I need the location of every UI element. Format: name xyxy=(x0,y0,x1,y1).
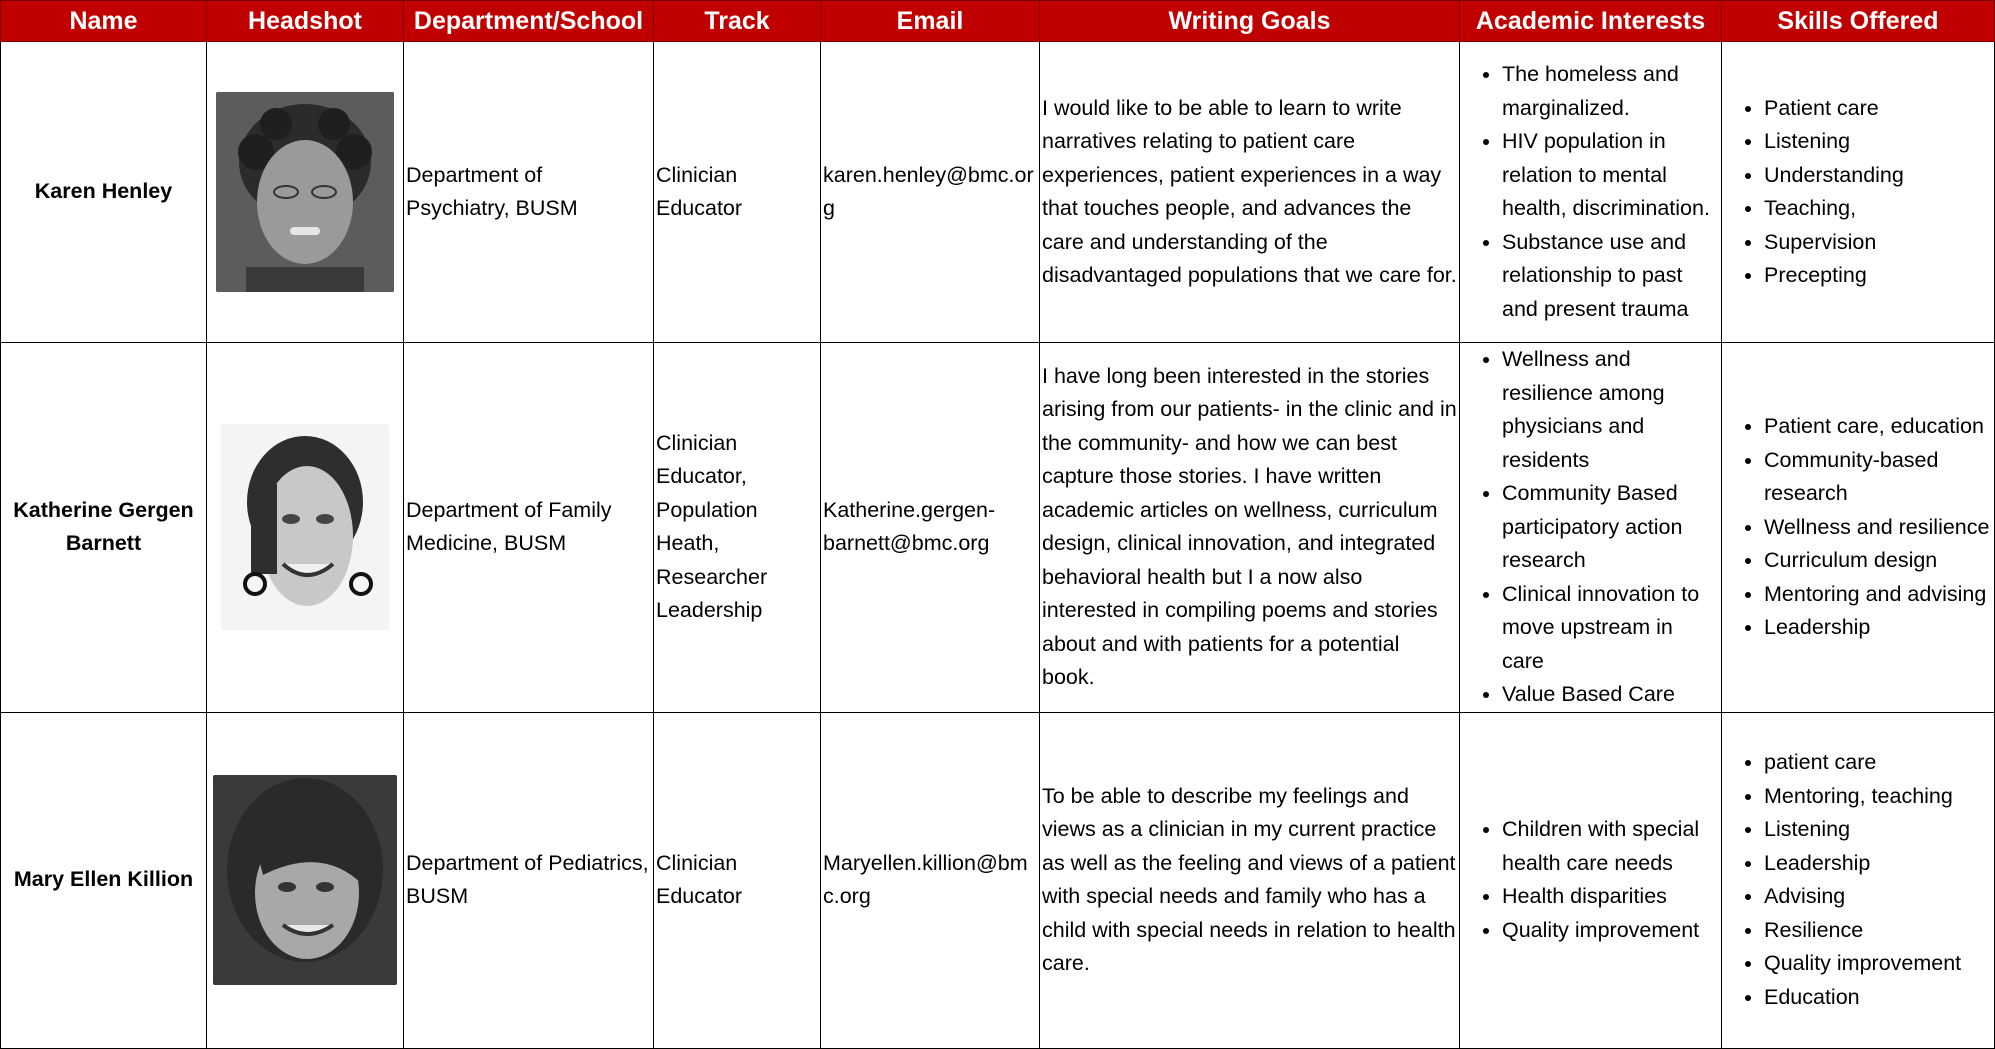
headshot-cell xyxy=(207,42,404,343)
list-item: • patient care xyxy=(1764,746,1992,780)
mentor-name: Karen Henley xyxy=(1,42,207,343)
list-item: • Precepting xyxy=(1764,259,1992,293)
list-item: • Curriculum design xyxy=(1764,544,1992,578)
track-cell: Clinician Educator, Population Heath, Researcher Leadership xyxy=(654,343,821,713)
skills-offered-cell xyxy=(1722,343,1995,713)
list-item: • Listening xyxy=(1764,125,1992,159)
track-cell: Clinician Educator xyxy=(654,712,821,1048)
list-item: • Patient care, education xyxy=(1764,410,1992,444)
list-item: • Quality improvement xyxy=(1764,947,1992,981)
department-cell: Department of Family Medicine, BUSM xyxy=(404,343,654,713)
writing-goals-cell: To be able to describe my feelings and views as a clinician in my current practice as well as the feeling and views of a patient with special needs and family who has a child with special needs in relation to health care. xyxy=(1040,712,1460,1048)
mentor-name: Katherine Gergen Barnett xyxy=(1,343,207,713)
academic-interests-cell xyxy=(1460,343,1722,713)
list-item: • Resilience xyxy=(1764,914,1992,948)
list-item: • Quality improvement xyxy=(1502,914,1719,948)
skills-offered-list xyxy=(1724,410,1992,645)
list-item: • Leadership xyxy=(1764,847,1992,881)
headshot-photo xyxy=(221,424,389,630)
column-header-name: Name xyxy=(1,1,207,42)
list-item: • Mentoring, teaching xyxy=(1764,780,1992,814)
headshot-cell xyxy=(207,343,404,713)
list-item: • Value Based Care xyxy=(1502,678,1719,712)
list-item: • Understanding xyxy=(1764,159,1992,193)
academic-interests-list xyxy=(1462,343,1719,712)
list-item: • Wellness and resilience xyxy=(1764,511,1992,545)
department-cell: Department of Psychiatry, BUSM xyxy=(404,42,654,343)
academic-interests-cell xyxy=(1460,42,1722,343)
mentor-name: Mary Ellen Killion xyxy=(1,712,207,1048)
track-cell: Clinician Educator xyxy=(654,42,821,343)
list-item: • Mentoring and advising xyxy=(1764,578,1992,612)
list-item: • Community-based research xyxy=(1764,444,1992,511)
skills-offered-cell xyxy=(1722,42,1995,343)
list-item: • The homeless and marginalized. xyxy=(1502,58,1719,125)
list-item: • Children with special health care needs xyxy=(1502,813,1719,880)
academic-interests-list xyxy=(1462,813,1719,947)
list-item: • Patient care xyxy=(1764,92,1992,126)
email-cell[interactable]: Katherine.gergen-barnett@bmc.org xyxy=(821,343,1040,713)
skills-offered-list xyxy=(1724,746,1992,1014)
list-item: • HIV population in relation to mental health, discrimination. xyxy=(1502,125,1719,226)
skills-offered-cell xyxy=(1722,712,1995,1048)
writing-goals-cell: I have long been interested in the stories arising from our patients- in the clinic and in the community- and how we can best capture those stories. I have written academic articles on wellness, curriculum design, clinical innovation, and integrated behavioral health but I a now also interested in compiling poems and stories about and with patients for a potential book. xyxy=(1040,343,1460,713)
list-item: • Wellness and resilience among physicians and residents xyxy=(1502,343,1719,477)
column-header-department: Department/School xyxy=(404,1,654,42)
column-header-track: Track xyxy=(654,1,821,42)
writing-goals-cell: I would like to be able to learn to write narratives relating to patient care experiences, patient experiences in a way that touches people, and advances the care and understanding of the disadvantaged populations that we care for. xyxy=(1040,42,1460,343)
column-header-academic-interests: Academic Interests xyxy=(1460,1,1722,42)
table-row xyxy=(1,712,1995,1048)
list-item: • Advising xyxy=(1764,880,1992,914)
headshot-cell xyxy=(207,712,404,1048)
academic-interests-list xyxy=(1462,58,1719,326)
list-item: • Supervision xyxy=(1764,226,1992,260)
header-row xyxy=(1,1,1995,42)
list-item: • Teaching, xyxy=(1764,192,1992,226)
column-header-headshot: Headshot xyxy=(207,1,404,42)
column-header-writing-goals: Writing Goals xyxy=(1040,1,1460,42)
academic-interests-cell xyxy=(1460,712,1722,1048)
skills-offered-list xyxy=(1724,92,1992,293)
table-row xyxy=(1,343,1995,713)
table-row xyxy=(1,42,1995,343)
email-cell[interactable]: Maryellen.killion@bmc.org xyxy=(821,712,1040,1048)
list-item: • Community Based participatory action research xyxy=(1502,477,1719,578)
column-header-skills-offered: Skills Offered xyxy=(1722,1,1995,42)
list-item: • Listening xyxy=(1764,813,1992,847)
list-item: • Education xyxy=(1764,981,1992,1015)
headshot-photo xyxy=(216,92,394,292)
email-cell[interactable]: karen.henley@bmc.org xyxy=(821,42,1040,343)
headshot-photo xyxy=(213,775,397,985)
list-item: • Substance use and relationship to past and present trauma xyxy=(1502,226,1719,327)
list-item: • Health disparities xyxy=(1502,880,1719,914)
column-header-email: Email xyxy=(821,1,1040,42)
list-item: • Leadership xyxy=(1764,611,1992,645)
department-cell: Department of Pediatrics, BUSM xyxy=(404,712,654,1048)
list-item: • Clinical innovation to move upstream in care xyxy=(1502,578,1719,679)
